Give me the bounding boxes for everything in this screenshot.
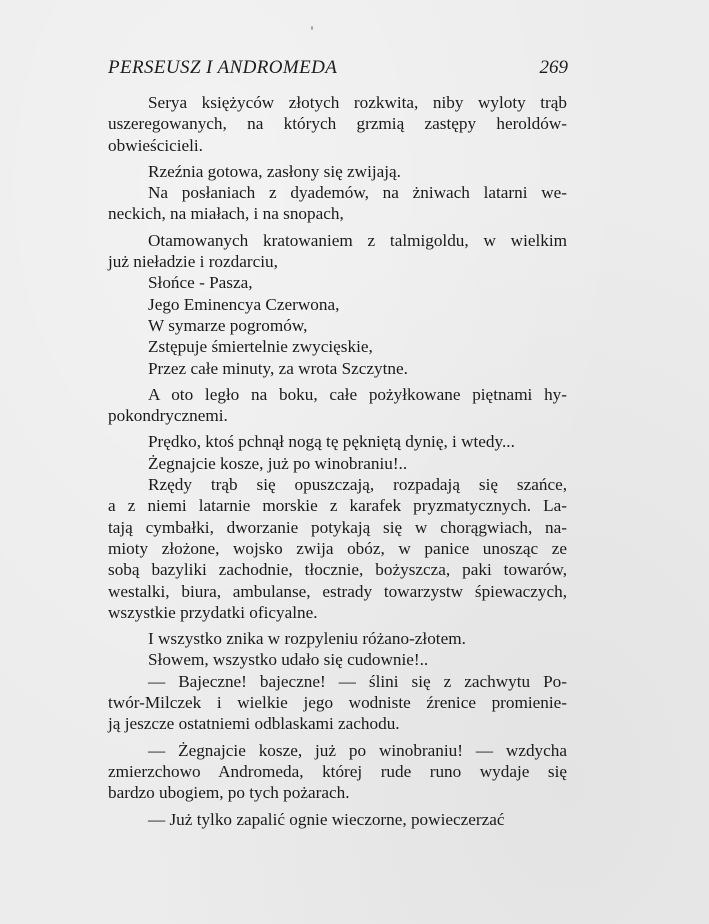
text-line: sobą bazyliki zachodnie, tłocznie, bożyszcza, paki towarów, [108, 560, 567, 580]
paragraph [108, 431, 567, 452]
paragraph [108, 230, 567, 273]
paragraph [108, 809, 567, 830]
text-line: Słowem, wszystko udało się cudownie!.. [148, 650, 429, 670]
text-line: mioty złożone, wojsko zwija obóz, w panice unosząc ze [108, 538, 567, 558]
text-line: już nieładzie i rozdarciu, [108, 252, 278, 272]
verse-line: Słońce - Pasza, [148, 273, 253, 293]
paragraph [108, 649, 567, 670]
text-line: obwieścicieli. [108, 135, 203, 155]
text-line: bardzo ubogiem, po tych pożarach. [108, 783, 350, 803]
paragraph [108, 474, 567, 623]
text-line: neckich, na miałach, i na snopach, [108, 204, 344, 224]
paragraph [108, 740, 567, 804]
paragraph [108, 453, 567, 474]
text-line: pokondrycznemi. [108, 406, 228, 426]
verse-line: W symarze pogromów, [148, 315, 308, 335]
text-line: I wszystko znika w rozpyleniu różano-złotem. [148, 629, 466, 649]
running-head [108, 57, 568, 81]
text-line: — Już tylko zapalić ognie wieczorne, powieczerzać [148, 809, 505, 829]
paragraph [108, 671, 567, 735]
text-line: A oto legło na boku, całe pożyłkowane piętnami hy- [148, 384, 567, 404]
paragraph [108, 161, 567, 182]
paragraph [108, 92, 567, 156]
paper-speck [311, 26, 313, 30]
paragraph [108, 182, 567, 225]
text-line: uszeregowanych, na których grzmią zastępy heroldów- [108, 114, 567, 134]
text-line: wszystkie przydatki oficyalne. [108, 602, 318, 622]
text-line: Żegnajcie kosze, już po winobraniu!.. [148, 453, 408, 473]
text-line: Otamowanych kratowaniem z talmigoldu, w wielkim [148, 230, 567, 250]
text-line: Rzeźnia gotowa, zasłony się zwijają. [148, 161, 401, 181]
text-line: twór-Milczek i wielkie jego wodniste źrenice promienie- [108, 693, 567, 713]
text-line: a z niemi latarnie morskie z karafek pryzmatycznych. La- [108, 496, 567, 516]
running-title: PERSEUSZ I ANDROMEDA [108, 57, 338, 78]
verse-line: Jego Eminencya Czerwona, [148, 294, 340, 314]
text-line: Serya księżyców złotych rozkwita, niby wyloty trąb [148, 93, 567, 112]
text-line: Prędko, ktoś pchnął nogą tę pękniętą dynię, i wtedy... [148, 432, 515, 452]
text-line: ją jeszcze ostatniemi odblaskami zachodu. [108, 714, 400, 734]
text-line: — Żegnajcie kosze, już po winobraniu! — wzdycha [148, 740, 567, 760]
text-line: westalki, biura, ambulanse, estrady towarzystw śpiewaczych, [108, 581, 567, 601]
verse-line: Przez całe minuty, za wrota Szczytne. [148, 358, 408, 378]
page-number: 269 [539, 57, 568, 78]
paragraph [108, 628, 567, 649]
text-line: tają cymbałki, dworzanie potykają się w chorągwiach, na- [108, 517, 567, 537]
text-line: — Bajeczne! bajeczne! — ślini się z zachwytu Po- [148, 671, 567, 691]
text-line: zmierzchowo Andromeda, której rude runo wydaje się [108, 761, 567, 781]
paragraph [108, 384, 567, 427]
verse-line: Zstępuje śmiertelnie zwycięskie, [148, 337, 373, 357]
text-line: Rzędy trąb się opuszczają, rozpadają się szańce, [148, 475, 567, 495]
body-text [108, 92, 567, 835]
text-line: Na posłaniach z dyademów, na żniwach latarni we- [148, 183, 567, 203]
